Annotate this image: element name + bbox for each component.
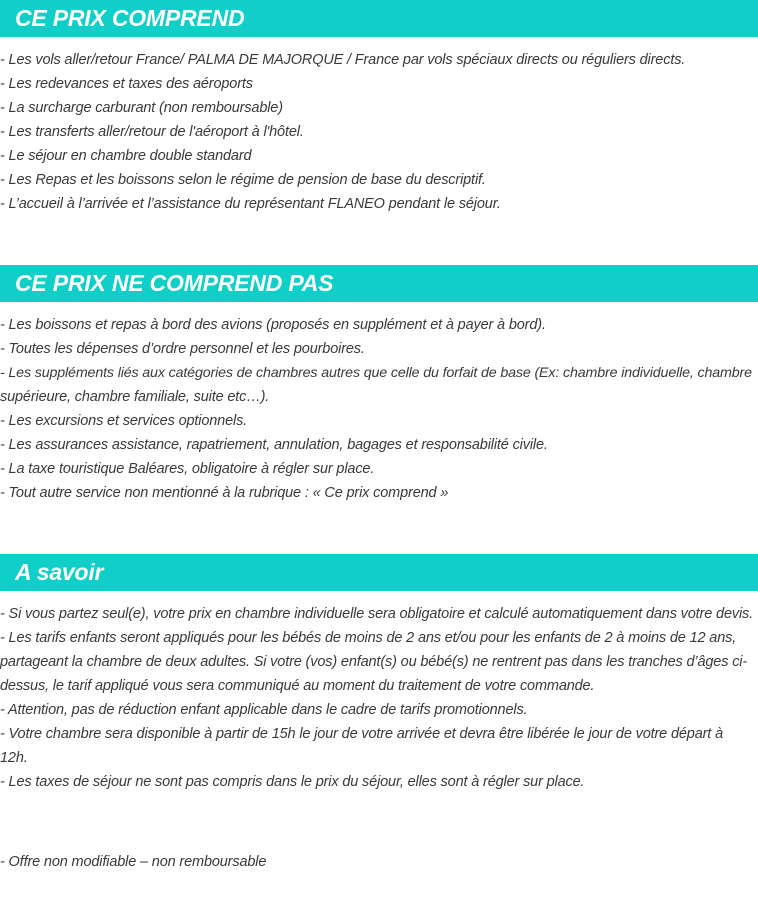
list-item: - Votre chambre sera disponible à partir de 15h le jour de votre arrivée et devra être libérée le jour de votre départ à <box>0 726 723 742</box>
list-item: - L’accueil à l’arrivée et l’assistance du représentant FLANEO pendant le séjour. <box>0 196 501 212</box>
section-title: CE PRIX COMPREND <box>15 5 245 31</box>
list-item: - Les Repas et les boissons selon le régime de pension de base du descriptif. <box>0 172 486 188</box>
included-list <box>0 48 758 216</box>
not-included-list <box>0 313 758 505</box>
list-item: dessus, le tarif appliqué vous sera communiqué au moment du traitement de votre commande. <box>0 678 595 694</box>
list-item: - Attention, pas de réduction enfant applicable dans le cadre de tarifs promotionnels. <box>0 702 528 718</box>
good-to-know-list <box>0 602 758 794</box>
section-header-a-savoir <box>0 554 758 591</box>
list-item: 12h. <box>0 750 28 766</box>
list-item: - Les tarifs enfants seront appliqués pour les bébés de moins de 2 ans et/ou pour les enfants de 2 à moins de 12 ans, <box>0 630 737 646</box>
list-item: - La taxe touristique Baléares, obligatoire à régler sur place. <box>0 461 375 477</box>
section-title: CE PRIX NE COMPREND PAS <box>15 270 334 296</box>
list-item: - Les suppléments liés aux catégories de chambres autres que celle du forfait de base (Ex: chambre individuelle, chambre <box>0 365 752 381</box>
list-item: supérieure, chambre familiale, suite etc…). <box>0 389 270 405</box>
offer-note: - Offre non modifiable – non remboursable <box>0 854 267 870</box>
list-item: - Les transferts aller/retour de l'aéroport à l'hôtel. <box>0 124 304 140</box>
list-item: - Les assurances assistance, rapatriement, annulation, bagages et responsabilité civile. <box>0 437 548 453</box>
list-item: partageant la chambre de deux adultes. Si votre (vos) enfant(s) ou bébé(s) ne rentrent pas dans les tranches d’âges ci- <box>0 654 748 670</box>
list-item: - Les redevances et taxes des aéroports <box>0 76 253 92</box>
list-item: - La surcharge carburant (non remboursable) <box>0 100 283 116</box>
list-item: - Les excursions et services optionnels. <box>0 413 248 429</box>
list-item: - Tout autre service non mentionné à la rubrique : « Ce prix comprend » <box>0 485 449 501</box>
list-item: - Si vous partez seul(e), votre prix en chambre individuelle sera obligatoire et calculé automatiquement dans votre devis. <box>0 606 754 622</box>
list-item: - Les taxes de séjour ne sont pas compris dans le prix du séjour, elles sont à régler sur place. <box>0 774 585 790</box>
list-item: - Les boissons et repas à bord des avions (proposés en supplément et à payer à bord). <box>0 317 546 333</box>
list-item: - Le séjour en chambre double standard <box>0 148 252 164</box>
offer-conditions <box>0 850 758 874</box>
list-item: - Les vols aller/retour France/ PALMA DE MAJORQUE / France par vols spéciaux directs ou réguliers directs. <box>0 52 686 68</box>
section-title: A savoir <box>15 559 104 585</box>
section-header-ce-prix-comprend <box>0 0 758 37</box>
section-header-ce-prix-ne-comprend-pas <box>0 265 758 302</box>
list-item: - Toutes les dépenses d’ordre personnel et les pourboires. <box>0 341 365 357</box>
